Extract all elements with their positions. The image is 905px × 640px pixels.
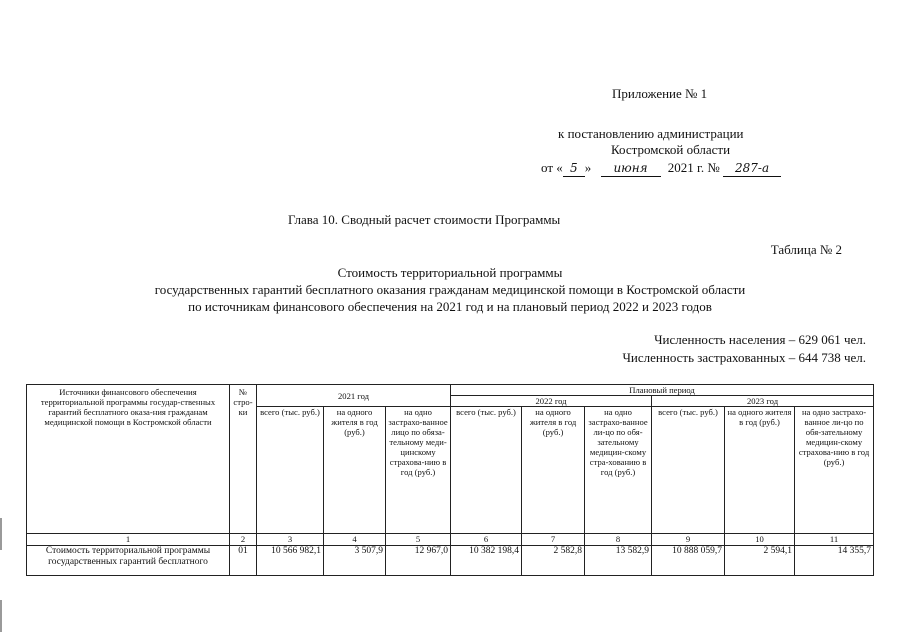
header-year-2022: 2022 год bbox=[451, 396, 652, 407]
heading-line-2: государственных гарантий бесплатного оказания гражданам медицинской помощи в Костромской области bbox=[154, 282, 746, 297]
date-month: июня bbox=[601, 160, 661, 177]
date-day: 5 bbox=[563, 160, 585, 177]
column-number: 5 bbox=[386, 534, 451, 546]
header-year-2023: 2023 год bbox=[652, 396, 874, 407]
appendix-date-line bbox=[541, 160, 781, 177]
cell-2021-per-insured: 12 967,0 bbox=[386, 546, 451, 576]
cell-2022-per-insured: 13 582,9 bbox=[585, 546, 652, 576]
header-2021-total: всего (тыс. руб.) bbox=[257, 407, 324, 534]
header-2023-total: всего (тыс. руб.) bbox=[652, 407, 725, 534]
date-number: 287-а bbox=[723, 160, 781, 177]
header-2021-per-insured: на одно застрахо-ванное лицо по обяза-тельному меди-цинскому страхова-нию в год (руб.) bbox=[386, 407, 451, 534]
column-number: 2 bbox=[230, 534, 257, 546]
appendix-decree-line: к постановлению администрации bbox=[558, 126, 744, 141]
cell-2021-total: 10 566 982,1 bbox=[257, 546, 324, 576]
header-source: Источники финансового обеспечения территориальной программы государ-ственных гарантий бесплатного оказа-ния гражданам медицинской помощи в Костромской области bbox=[27, 385, 230, 534]
header-2023-per-resident: на одного жителя в год (руб.) bbox=[725, 407, 795, 534]
column-number: 8 bbox=[585, 534, 652, 546]
date-year: 2021 г. № bbox=[667, 160, 720, 175]
row-label: Стоимость территориальной программы государственных гарантий бесплатного bbox=[27, 546, 230, 576]
population-count: Численность населения – 629 061 чел. bbox=[654, 332, 866, 347]
header-2021-per-resident: на одного жителя в год (руб.) bbox=[324, 407, 386, 534]
cell-2022-per-resident: 2 582,8 bbox=[522, 546, 585, 576]
column-number: 4 bbox=[324, 534, 386, 546]
column-number: 1 bbox=[27, 534, 230, 546]
cell-2023-per-insured: 14 355,7 bbox=[795, 546, 874, 576]
chapter-title: Глава 10. Сводный расчет стоимости Программы bbox=[288, 212, 561, 227]
table-number: Таблица № 2 bbox=[770, 242, 842, 257]
column-number: 7 bbox=[522, 534, 585, 546]
cell-2023-total: 10 888 059,7 bbox=[652, 546, 725, 576]
cell-2022-total: 10 382 198,4 bbox=[451, 546, 522, 576]
appendix-region-line: Костромской области bbox=[611, 142, 731, 157]
column-number: 9 bbox=[652, 534, 725, 546]
header-row-number: № стро-ки bbox=[230, 385, 257, 534]
heading-line-3: по источникам финансового обеспечения на 2021 год и на плановый период 2022 и 2023 годов bbox=[188, 299, 712, 314]
row-number: 01 bbox=[230, 546, 257, 576]
appendix-title: Приложение № 1 bbox=[612, 86, 708, 101]
insured-count: Численность застрахованных – 644 738 чел. bbox=[622, 350, 866, 365]
header-planned-period: Плановый период bbox=[451, 385, 874, 396]
table-row bbox=[27, 546, 874, 576]
header-2022-total: всего (тыс. руб.) bbox=[451, 407, 522, 534]
header-2022-per-resident: на одного жителя в год (руб.) bbox=[522, 407, 585, 534]
scan-edge-mark bbox=[0, 600, 2, 632]
column-number: 11 bbox=[795, 534, 874, 546]
date-mid: » bbox=[584, 160, 592, 175]
column-number: 6 bbox=[451, 534, 522, 546]
cell-2023-per-resident: 2 594,1 bbox=[725, 546, 795, 576]
header-year-2021: 2021 год bbox=[257, 385, 451, 407]
header-2023-per-insured: на одно застрахо-ванное ли-цо по обя-зательному медицин-скому страхова-нию в год (руб.) bbox=[795, 407, 874, 534]
cell-2021-per-resident: 3 507,9 bbox=[324, 546, 386, 576]
financing-table bbox=[26, 384, 874, 576]
header-2022-per-insured: на одно застрахо-ванное ли-цо по обя-зательному медицин-скому стра-хованию в год (руб.) bbox=[585, 407, 652, 534]
column-number-row bbox=[27, 534, 874, 546]
scan-edge-mark bbox=[0, 518, 2, 550]
column-number: 3 bbox=[257, 534, 324, 546]
date-prefix: от « bbox=[541, 160, 563, 175]
column-number: 10 bbox=[725, 534, 795, 546]
heading-line-1: Стоимость территориальной программы bbox=[337, 265, 563, 280]
